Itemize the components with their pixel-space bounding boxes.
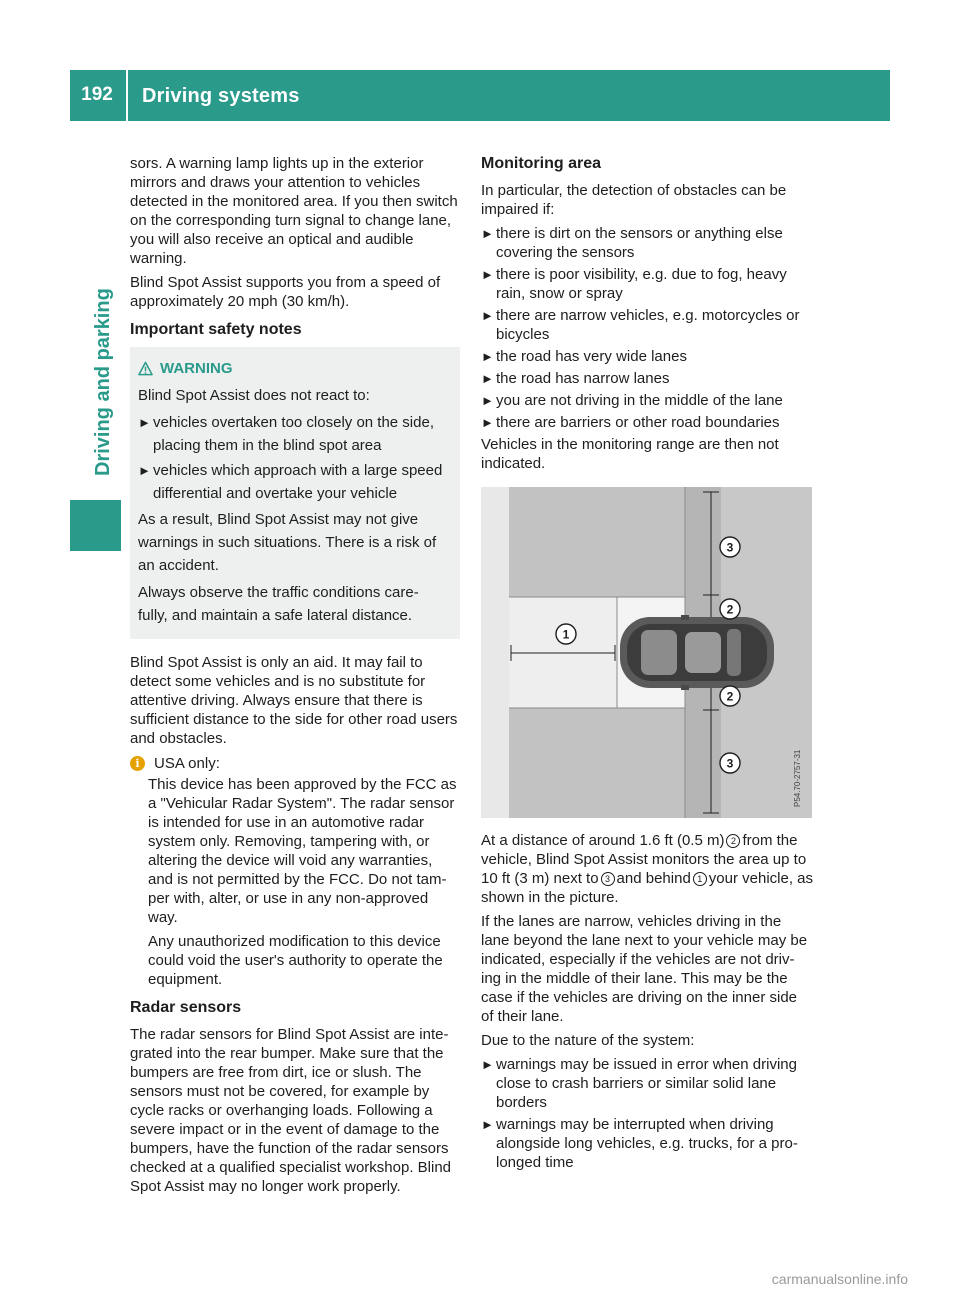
fcc-paragraph: This device has been approved by the FCC as a "Vehicular Radar System". The radar sensor is intended for use in an automotive radar system only. Removing, tampering with, or altering the device will void any warranties, and is not permitted by the FCC. Do not tam- per with, alter, or use in any non-approved way. — [148, 776, 457, 926]
list-item: ► there is poor visibility, e.g. due to fog, heavy rain, snow or spray — [481, 266, 787, 302]
right-column — [481, 154, 813, 1175]
warning-box — [130, 347, 460, 639]
not-indicated-paragraph: Vehicles in the monitoring range are then not indicated. — [481, 436, 779, 472]
info-icon: i — [130, 756, 145, 771]
intro-paragraph: sors. A warning lamp lights up in the exterior mirrors and draws your attention to vehicles detected in the monitored area. If you then switch on the corresponding turn signal to change lane, you will also receive an optical and audible warning. — [130, 155, 458, 267]
label-1 — [556, 624, 576, 644]
list-item: ► there are narrow vehicles, e.g. motorcycles or bicycles — [481, 307, 800, 343]
left-column — [130, 154, 460, 1201]
monitoring-lead: In particular, the detection of obstacles can be impaired if: — [481, 182, 787, 218]
monitoring-diagram-svg — [481, 487, 812, 818]
aid-paragraph: Blind Spot Assist is only an aid. It may fail to detect some vehicles and is no substitute for attentive driving. Always ensure that there is sufficient distance to the side for other road users and obstacles. — [130, 654, 458, 747]
bullet-icon: ► — [481, 1117, 494, 1132]
label-2-bottom — [720, 686, 740, 706]
footer-watermark: carmanualsonline.info — [771, 1271, 908, 1287]
conditions-list — [481, 224, 813, 432]
list-item: ► there is dirt on the sensors or anything else covering the sensors — [481, 225, 783, 261]
warning-header — [138, 357, 452, 380]
warning-advice: Always observe the traffic conditions care- fully, and maintain a safe lateral distance. — [138, 584, 419, 624]
usa-label: USA only: — [154, 755, 220, 772]
label-2-top — [720, 599, 740, 619]
nature-list — [481, 1055, 813, 1172]
list-item: ► the road has narrow lanes — [481, 370, 670, 387]
bullet-icon: ► — [481, 1057, 494, 1072]
radar-heading: Radar sensors — [130, 999, 242, 1016]
ref-3-icon: 3 — [601, 872, 615, 886]
section-marker — [70, 500, 121, 551]
bullet-icon: ► — [481, 308, 494, 323]
narrow-lanes-paragraph: If the lanes are narrow, vehicles driving in the lane beyond the lane next to your vehicle may be indicated, especially if the vehicles are not driv- ing in the middle of their lane. This may be the case if the vehicles are driving on the inner side of their lane. — [481, 913, 808, 1025]
svg-text:1: 1 — [562, 627, 570, 642]
page-number: 192 — [81, 84, 113, 105]
safety-heading: Important safety notes — [130, 321, 302, 338]
list-item: ► you are not driving in the middle of the lane — [481, 392, 783, 409]
bullet-icon: ► — [138, 463, 151, 478]
speed-paragraph: Blind Spot Assist supports you from a speed of approximately 20 mph (30 km/h). — [130, 274, 441, 310]
list-item: ► warnings may be interrupted when driving alongside long vehicles, e.g. trucks, for a pro- longed time — [481, 1116, 798, 1171]
label-3-top — [720, 537, 740, 557]
bullet-icon: ► — [481, 349, 494, 364]
warning-label: WARNING — [160, 360, 233, 377]
info-body — [130, 775, 460, 989]
warning-icon — [138, 361, 153, 376]
lane-lower-zone — [509, 708, 685, 818]
distance-paragraph: At a distance of around 1.6 ft (0.5 m) 2 from the vehicle, Blind Spot Assist monitors the area up to 10 ft (3 m) next to 3 and behind 1 your vehicle, as shown in the picture. — [481, 832, 814, 906]
radar-paragraph: The radar sensors for Blind Spot Assist are inte- grated into the rear bumper. Make sure that the bumpers are free from dirt, ice or slush. The sensors must not be covered, for example by cycle racks or overhanging loads. Following a severe impact or in the event of damage to the bumpers, have the function of the radar sensors checked at a qualified specialist workshop. Blind Spot Assist may no longer work properly. — [130, 1026, 452, 1195]
ref-2-icon: 2 — [726, 834, 740, 848]
bullet-icon: ► — [481, 371, 494, 386]
nature-lead: Due to the nature of the system: — [481, 1032, 695, 1049]
warning-list — [138, 411, 452, 505]
ref-1-icon: 1 — [693, 872, 707, 886]
svg-text:3: 3 — [726, 756, 734, 771]
warning-risk: As a result, Blind Spot Assist may not give warnings in such situations. There is a risk of an accident. — [138, 511, 437, 574]
bullet-icon: ► — [481, 226, 494, 241]
figure-code: P54.70-2757-31 — [793, 749, 802, 807]
list-item: ► there are barriers or other road boundaries — [481, 414, 780, 431]
warning-lead: Blind Spot Assist does not react to: — [138, 387, 370, 404]
bullet-icon: ► — [481, 415, 494, 430]
monitoring-diagram — [481, 487, 812, 818]
list-item: ► the road has very wide lanes — [481, 348, 687, 365]
bullet-icon: ► — [481, 267, 494, 282]
list-item: ► warnings may be issued in error when driving close to crash barriers or similar solid lane borders — [481, 1056, 797, 1111]
svg-text:2: 2 — [726, 602, 734, 617]
monitoring-heading: Monitoring area — [481, 155, 602, 172]
label-3-bottom — [720, 753, 740, 773]
modification-paragraph: Any unauthorized modification to this device could void the user's authority to operate the equipment. — [148, 933, 443, 988]
page-title: Driving systems — [142, 85, 300, 107]
list-item: ► vehicles which approach with a large speed differential and overtake your vehicle — [138, 459, 452, 505]
bullet-icon: ► — [481, 393, 494, 408]
lane-upper-zone — [509, 487, 685, 597]
bullet-icon: ► — [138, 415, 151, 430]
section-label: Driving and parking — [92, 288, 114, 476]
list-item: ► vehicles overtaken too closely on the side, placing them in the blind spot area — [138, 411, 452, 457]
lane-left-edge — [481, 487, 509, 818]
car-top-view — [620, 615, 774, 690]
svg-text:2: 2 — [726, 689, 734, 704]
header-divider — [126, 70, 128, 121]
svg-text:3: 3 — [726, 540, 734, 555]
info-header — [130, 754, 460, 773]
